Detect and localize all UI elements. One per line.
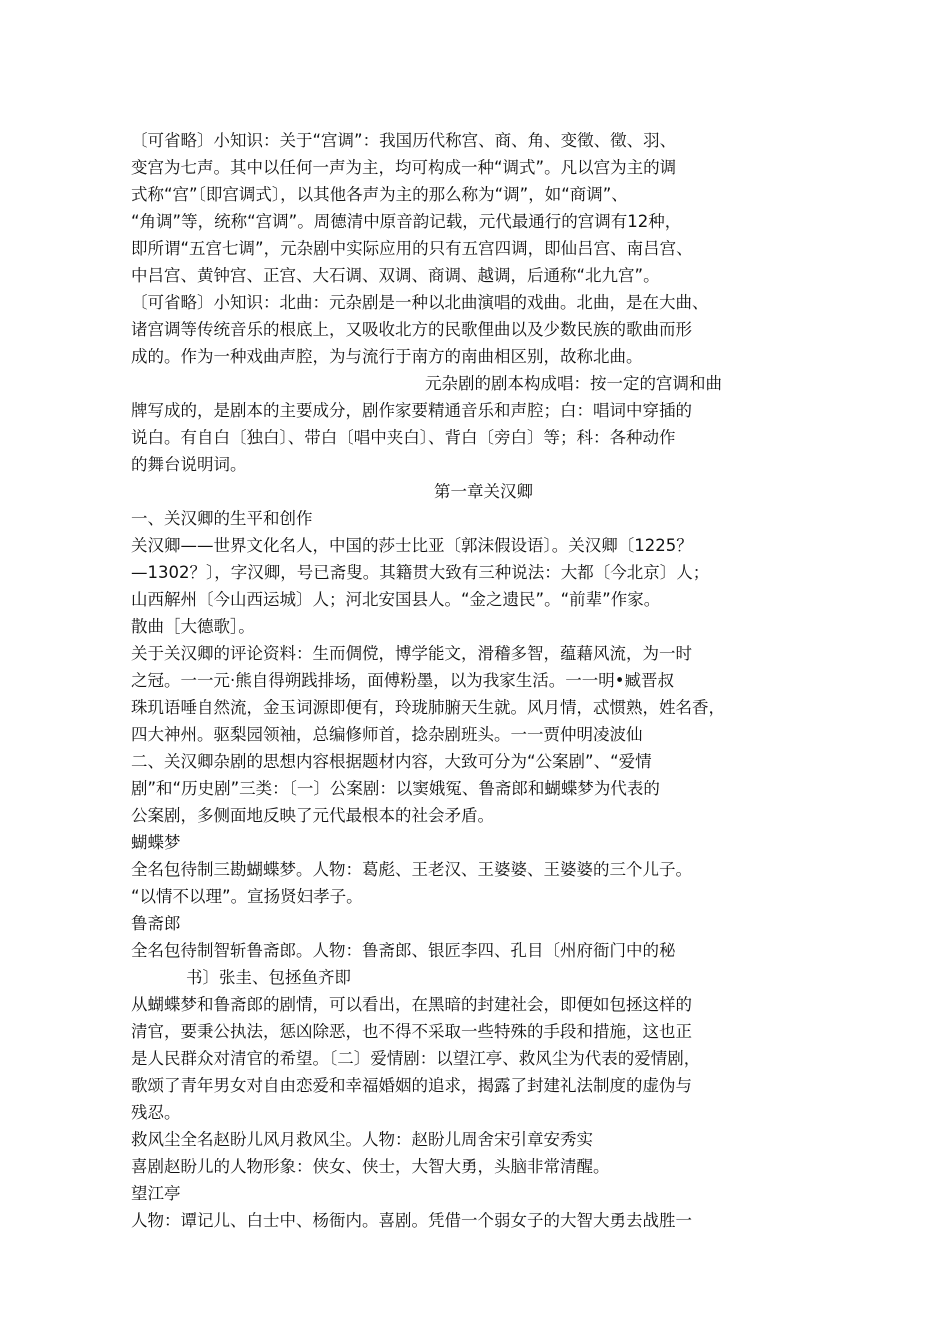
text-line: 山西解州〔今山西运城〕人；河北安国县人。“金之遗民”。“前辈”作家。 bbox=[131, 590, 661, 609]
text-line: 之冠。一一元·熊自得朔践排场，面傅粉墨，以为我家生活。一一明•臧晋叔 bbox=[131, 671, 674, 690]
text-line: 的舞台说明词。 bbox=[131, 455, 247, 474]
text-line: 散曲［大德歌］。 bbox=[131, 617, 255, 636]
text-line: 〔可省略〕小知识：关于“宫调”：我国历代称宫、商、角、变徵、徵、羽、 bbox=[131, 131, 677, 150]
text-line: “以情不以理”。宣扬贤妇孝子。 bbox=[131, 887, 363, 906]
text-line: 书〕张圭、包拯鱼齐即 bbox=[186, 968, 351, 987]
text-line: 关于关汉卿的评论资料：生而倜傥，博学能文，滑稽多智，蕴藉风流，为一时 bbox=[131, 644, 692, 663]
text-line: 喜剧赵盼儿的人物形象：侠女、侠士，大智大勇，头脑非常清醒。 bbox=[131, 1157, 610, 1176]
text-line: 变宫为七声。其中以任何一声为主，均可构成一种“调式”。凡以宫为主的调 bbox=[131, 158, 677, 177]
text-line: 公案剧，多侧面地反映了元代最根本的社会矛盾。 bbox=[131, 806, 494, 825]
text-line: “角调”等，统称“宫调”。周德清中原音韵记载，元代最通行的宫调有12种， bbox=[131, 212, 682, 231]
text-line: 牌写成的，是剧本的主要成分，剧作家要精通音乐和声腔；白：唱词中穿插的 bbox=[131, 401, 692, 420]
section-heading: 一、关汉卿的生平和创作 bbox=[131, 509, 313, 528]
subheading: 鲁斋郎 bbox=[131, 914, 181, 933]
text-line: 全名包待制智斩鲁斋郎。人物：鲁斋郎、银匠李四、孔目〔州府衙门中的秘 bbox=[131, 941, 676, 960]
text-line: 中吕宫、黄钟宫、正宫、大石调、双调、商调、越调，后通称“北九宫”。 bbox=[131, 266, 660, 285]
text-line: —1302？〕，字汉卿，号已斋叟。其籍贯大致有三种说法：大都〔今北京〕人； bbox=[131, 563, 710, 582]
subheading: 蝴蝶梦 bbox=[131, 833, 181, 852]
text-line: 珠玑语唾自然流，金玉词源即便有，玲珑肺腑天生就。风月情，忒惯熟，姓名香， bbox=[131, 698, 725, 717]
text-line: 清官，要秉公执法，惩凶除恶，也不得不采取一些特殊的手段和措施，这也正 bbox=[131, 1022, 692, 1041]
text-line: 残忍。 bbox=[131, 1103, 181, 1122]
chapter-heading: 第一章关汉卿 bbox=[434, 482, 533, 501]
text-line: 式称“宫”〔即宫调式〕，以其他各声为主的那么称为“调”，如“商调”、 bbox=[131, 185, 628, 204]
text-line: 四大神州。驱梨园领袖，总编修师首，捻杂剧班头。一一贾仲明凌波仙 bbox=[131, 725, 643, 744]
text-line: 从蝴蝶梦和鲁斋郎的剧情，可以看出，在黑暗的封建社会，即便如包拯这样的 bbox=[131, 995, 692, 1014]
text-line: 救风尘全名赵盼儿风月救风尘。人物：赵盼儿周舍宋引章安秀实 bbox=[131, 1130, 593, 1149]
text-line: 〔可省略〕小知识：北曲：元杂剧是一种以北曲演唱的戏曲。北曲，是在大曲、 bbox=[131, 293, 709, 312]
text-line: 说白。有自白〔独白〕、带白〔唱中夹白〕、背白〔旁白〕等；科：各种动作 bbox=[131, 428, 676, 447]
text-line: 是人民群众对清官的希望。〔二〕爱情剧：以望江亭、救风尘为代表的爱情剧， bbox=[131, 1049, 701, 1068]
text-line: 全名包待制三勘蝴蝶梦。人物：葛彪、王老汉、王婆婆、王婆婆的三个儿子。 bbox=[131, 860, 692, 879]
text-line: 歌颂了青年男女对自由恋爱和幸福婚姻的追求，揭露了封建礼法制度的虚伪与 bbox=[131, 1076, 692, 1095]
text-line: 元杂剧的剧本构成唱：按一定的宫调和曲 bbox=[425, 374, 722, 393]
section-heading: 二、关汉卿杂剧的思想内容根据题材内容，大致可分为“公案剧”、“爱情 bbox=[131, 752, 652, 771]
text-line: 成的。作为一种戏曲声腔，为与流行于南方的南曲相区别，故称北曲。 bbox=[131, 347, 643, 366]
text-line: 即所谓“五宫七调”，元杂剧中实际应用的只有五宫四调，即仙吕宫、南吕宫、 bbox=[131, 239, 693, 258]
text-line: 剧”和“历史剧”三类：〔一〕公案剧：以窦娥冤、鲁斋郎和蝴蝶梦为代表的 bbox=[131, 779, 660, 798]
text-line: 诸宫调等传统音乐的根底上，又吸收北方的民歌俚曲以及少数民族的歌曲而形 bbox=[131, 320, 692, 339]
text-line: 关汉卿——世界文化名人，中国的莎士比亚〔郭沫假设语〕。关汉卿〔1225？ bbox=[131, 536, 693, 555]
subheading: 望江亭 bbox=[131, 1184, 181, 1203]
text-line: 人物：谭记儿、白士中、杨衙内。喜剧。凭借一个弱女子的大智大勇去战胜一 bbox=[131, 1211, 692, 1230]
